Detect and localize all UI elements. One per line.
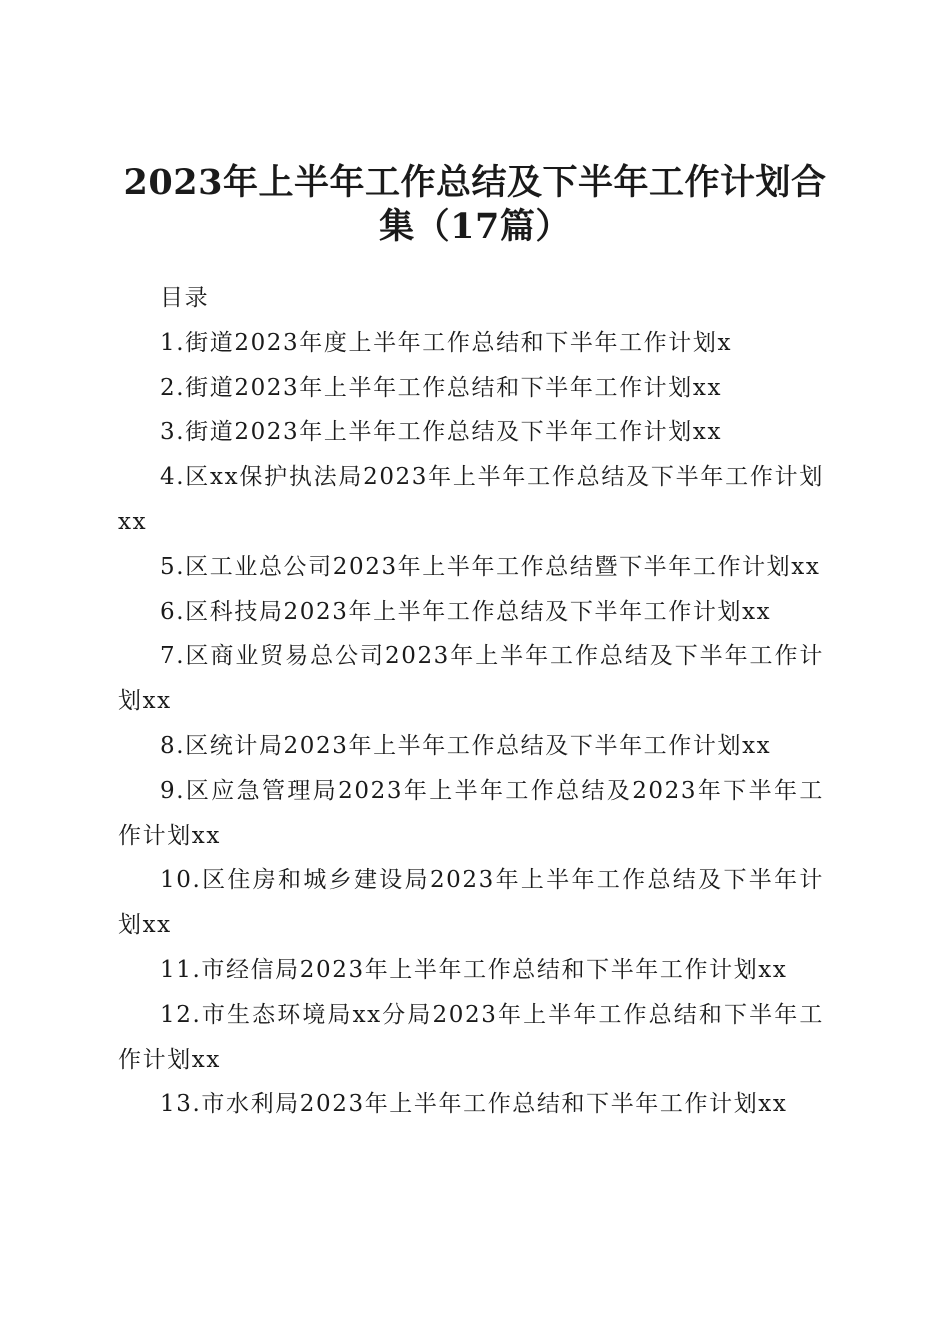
toc-item: 7.区商业贸易总公司2023年上半年工作总结及下半年工作计划xx [118,643,824,715]
toc-heading: 目录 [160,285,210,311]
toc-item: 10.区住房和城乡建设局2023年上半年工作总结及下半年计划xx [118,867,824,939]
toc-item: 1.街道2023年度上半年工作总结和下半年工作计划x [160,329,733,356]
table-of-contents [118,276,824,1127]
toc-item: 12.市生态环境局xx分局2023年上半年工作总结和下半年工作计划xx [118,1001,824,1073]
toc-item: 9.区应急管理局2023年上半年工作总结及2023年下半年工作计划xx [118,777,824,849]
toc-item: 3.街道2023年上半年工作总结及下半年工作计划xx [160,419,723,446]
title-line-1: 2023年上半年工作总结及下半年工作计划合 [123,162,827,204]
toc-item: 6.区科技局2023年上半年工作总结及下半年工作计划xx [160,598,772,625]
document-title [110,161,840,249]
title-line-2: 集（17篇） [379,206,571,248]
toc-item: 5.区工业总公司2023年上半年工作总结暨下半年工作计划xx [160,553,821,580]
toc-item: 2.街道2023年上半年工作总结和下半年工作计划xx [160,374,723,401]
toc-item: 4.区xx保护执法局2023年上半年工作总结及下半年工作计划xx [118,464,824,535]
toc-item: 8.区统计局2023年上半年工作总结及下半年工作计划xx [160,732,772,759]
toc-item: 11.市经信局2023年上半年工作总结和下半年工作计划xx [160,956,788,983]
toc-item: 13.市水利局2023年上半年工作总结和下半年工作计划xx [160,1091,788,1118]
toc-list [118,321,824,1127]
